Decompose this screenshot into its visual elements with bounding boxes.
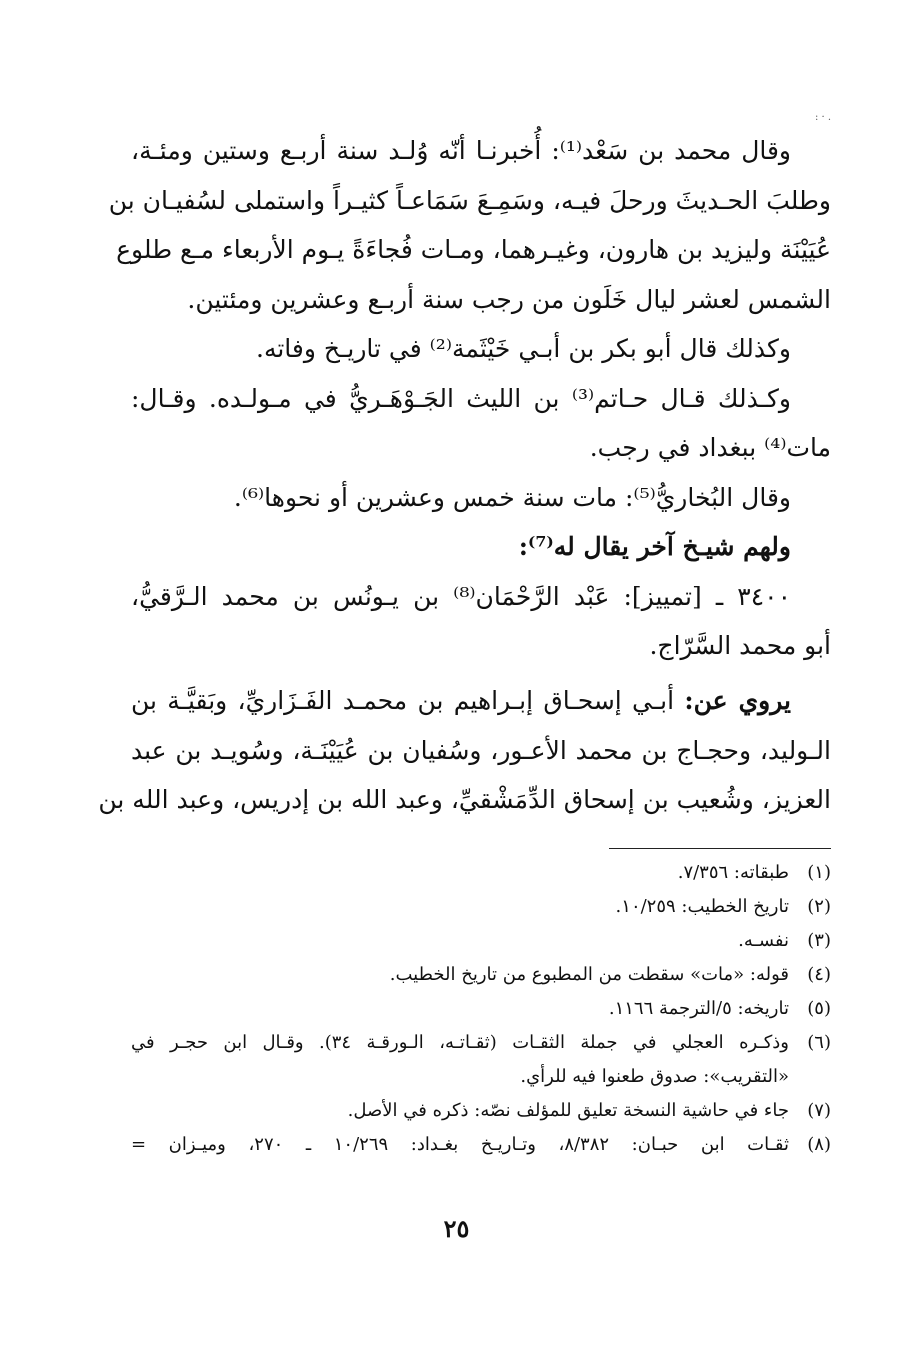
- main-line: وطلبَ الحـديثَ ورحلَ فيـه، وسَمِـعَ سَمَاعـاً كثيـراً واستملى لسُفيـان بن: [108, 185, 831, 215]
- footnote-item: [131, 890, 831, 924]
- footnote-text: طبقاته: ٧/٣٥٦.: [677, 862, 789, 883]
- footnote-item: [131, 1026, 831, 1094]
- main-text-block: [108, 126, 831, 671]
- footnote-divider: [609, 848, 831, 849]
- footnote-number: (٦): [807, 1032, 831, 1053]
- main-line-heading: ولهم شيـخ آخر يقال له⁽⁷⁾:: [518, 532, 791, 561]
- main-line: أبو محمد السَّرّاج.: [649, 631, 831, 660]
- footnote-number: (٧): [807, 1100, 831, 1121]
- footnote-item: [131, 1128, 831, 1162]
- main-line: عُيَيْنَة وليزيد بن هارون، وغيـرهما، ومـات فُجاءَةً يـوم الأربعاء مـع طلوع: [116, 235, 831, 264]
- narrators-block: [98, 676, 831, 825]
- narrators-line: الـوليد، وحجـاج بن محمد الأعـور، وسُفيان بن عُيَيْنَـة، وسُويـد بن عبد: [131, 735, 831, 765]
- footnote-text: جاء في حاشية النسخة تعليق للمؤلف نصّه: ذكره في الأصل.: [347, 1100, 789, 1121]
- footnote-number: (١): [807, 862, 831, 883]
- footnotes-block: [131, 856, 831, 1162]
- footnote-item: [131, 924, 831, 958]
- page-number: ٢٥: [443, 1214, 470, 1243]
- main-line: وقال البُخاريُّ⁽⁵⁾: مات سنة خمس وعشرين أو نحوها⁽⁶⁾.: [233, 482, 791, 512]
- footnote-number: (٤): [807, 964, 831, 985]
- footnote-text: قوله: «مات» سقطت من المطبوع من تاريخ الخطيب.: [389, 964, 789, 985]
- footnote-text: نفسـه.: [738, 930, 789, 951]
- footnote-text: تاريخه: ٥/الترجمة ١١٦٦.: [608, 998, 789, 1019]
- footnote-text-line: «التقريب»: صدوق طعنوا فيه للرأي.: [520, 1066, 789, 1087]
- footnote-item: [131, 958, 831, 992]
- footnote-text: [131, 1026, 789, 1094]
- footnote-number: (٣): [807, 930, 831, 951]
- main-line: الشمس لعشر ليال خَلَون من رجب سنة أربـع وعشرين ومئتين.: [187, 284, 831, 314]
- entry-heading-line: ٣٤٠٠ ـ [تمييز]: عَبْد الرَّحْمَان⁽⁸⁾ بن يـونُس بن محمد الـرَّقيُّ،: [131, 581, 791, 611]
- main-line: وكـذلك قـال حـاتم⁽³⁾ بن الليث الجَـوْهَـريُّ في مـولـده. وقـال:: [131, 383, 791, 413]
- narrators-line: [131, 676, 831, 726]
- footnote-text-line: وذكـره العجلي في جملة الثقـات (ثقـاتـه، الـورقـة ٣٤). وقـال ابن حجـر في: [131, 1032, 789, 1053]
- scan-artifact: . · :: [815, 112, 832, 123]
- footnote-item: [131, 856, 831, 890]
- main-line: مات⁽⁴⁾ ببغداد في رجب.: [589, 433, 831, 462]
- narrators-text: أبـي إسحـاق إبـراهيم بن محمـد الفَـزَاريِّ، وبَقيَّـة بن: [131, 686, 685, 715]
- main-line: وقال محمد بن سَعْد⁽¹⁾: أُخبرنـا أنّه وُلـد سنة أربـع وستين ومئـة،: [131, 136, 792, 165]
- footnote-item: [131, 992, 831, 1026]
- footnote-item: [131, 1094, 831, 1128]
- main-line: وكذلك قال أبو بكر بن أبـي خَيْثَمة⁽²⁾ في تاريـخ وفاته.: [256, 334, 791, 363]
- footnote-number: (٥): [807, 998, 831, 1019]
- footnote-text: ثقـات ابن حبـان: ٨/٣٨٢، وتـاريـخ بغـداد: ١٠/٢٦٩ ـ ٢٧٠، وميـزان =: [131, 1134, 789, 1155]
- footnote-number: (٢): [807, 896, 831, 917]
- footnote-text: تاريخ الخطيب: ١٠/٢٥٩.: [615, 896, 789, 917]
- narrators-lead: يروي عن:: [684, 686, 791, 715]
- footnote-number: (٨): [807, 1134, 831, 1155]
- narrators-line: العزيز، وشُعيب بن إسحاق الدِّمَشْقيِّ، وعبد الله بن إدريس، وعبد الله بن: [98, 785, 831, 814]
